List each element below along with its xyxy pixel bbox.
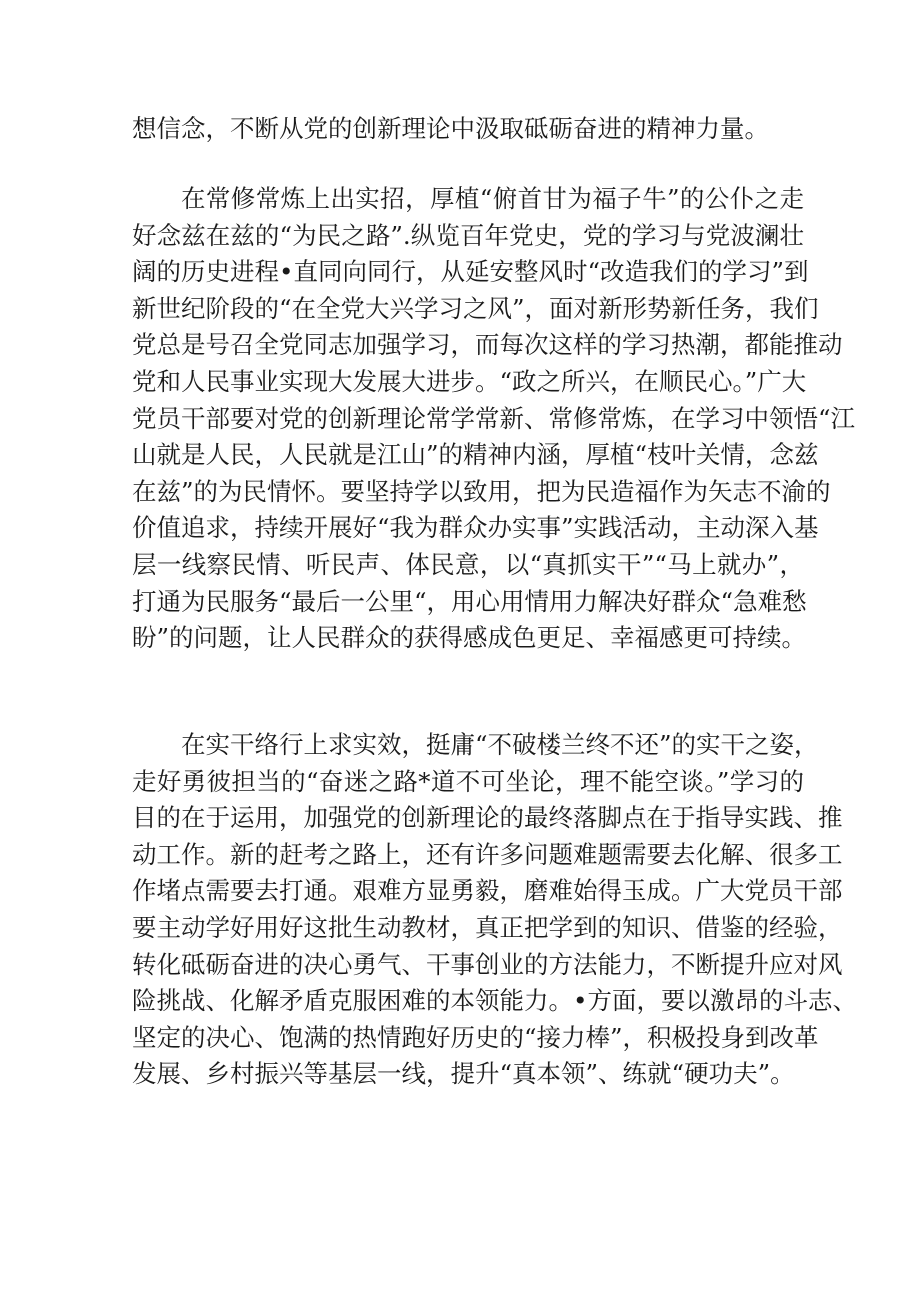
paragraph-line: 作堵点需要去打通。艰难方显勇毅，磨难始得玉成。广大党员干部 [132, 876, 843, 906]
paragraph-line: 价值追求，持续开展好“我为群众办实事”实践活动，主动深入基 [132, 513, 819, 543]
paragraph-line: 党总是号召全党同志加强学习，而每次这样的学习热潮，都能推动 [132, 330, 843, 360]
paragraph-line: 在兹”的为民情怀。要坚持学以致用，把为民造福作为矢志不渝的 [132, 476, 831, 506]
paragraph-line: 党员干部要对党的创新理论常学常新、常修常炼，在学习中领悟“江 [132, 403, 856, 433]
paragraph-1 [132, 111, 804, 148]
paragraph-line: 险挑战、化解矛盾克服困难的本领能力。•方面，要以激昂的斗志、 [132, 986, 857, 1016]
paragraph-line: 层一线察民情、听民声、体民意，以“真抓实干”“马上就办”， [132, 549, 804, 579]
paragraph-line: 转化砥砺奋进的决心勇气、干事创业的方法能力，不断提升应对风 [132, 949, 843, 979]
paragraph-line: 盼”的问题，让人民群众的获得感成色更足、幸福感更可持续。 [132, 623, 807, 653]
paragraph-line: 打通为民服务“最后一公里“，用心用情用力解决好群众“急难愁 [132, 586, 807, 616]
paragraph-2 [132, 181, 856, 657]
paragraph-line: 想信念，不断从党的创新理论中汲取砥砺奋进的精神力量。 [132, 114, 769, 143]
paragraph-line: 在常修常炼上出实招，厚植“俯首甘为福子牛”的公仆之走 [181, 184, 804, 213]
paragraph-line: 党和人民事业实现大发展大进步。“政之所兴，在顺民心。”广大 [132, 366, 807, 396]
paragraph-line: 走好勇彼担当的“奋迷之路*道不可坐论，理不能空谈。”学习的 [132, 766, 804, 796]
paragraph-line: 发展、乡村振兴等基层一线，提升“真本领”、练就“硬功夫”。 [132, 1059, 795, 1089]
paragraph-line: 目的在于运用，加强党的创新理论的最终落脚点在于指导实践、推 [132, 803, 843, 833]
paragraph-line: 好念兹在兹的“为民之路”.纵览百年党史，党的学习与党波澜壮 [132, 220, 804, 250]
paragraph-line: 阔的历史进程•直同向同行，从延安整风时“改造我们的学习”到 [132, 257, 809, 287]
paragraph-line: 山就是人民，人民就是江山”的精神内涵，厚植“枝叶关情，念兹 [132, 440, 819, 470]
paragraph-line: 要主动学好用好这批生动教材，真正把学到的知识、借鉴的经验， [132, 912, 843, 942]
paragraph-3 [132, 727, 857, 1093]
paragraph-line: 在实干络行上求实效，挺庸“不破楼兰终不还”的实干之姿， [181, 730, 819, 759]
paragraph-line: 新世纪阶段的“在全党大兴学习之风”，面对新形势新任务，我们 [132, 293, 819, 323]
paragraph-line: 动工作。新的赶考之路上，还有许多问题难题需要去化解、很多工 [132, 839, 843, 869]
paragraph-line: 坚定的决心、饱满的热情跑好历史的“接力棒”，积极投身到改革 [132, 1022, 819, 1052]
